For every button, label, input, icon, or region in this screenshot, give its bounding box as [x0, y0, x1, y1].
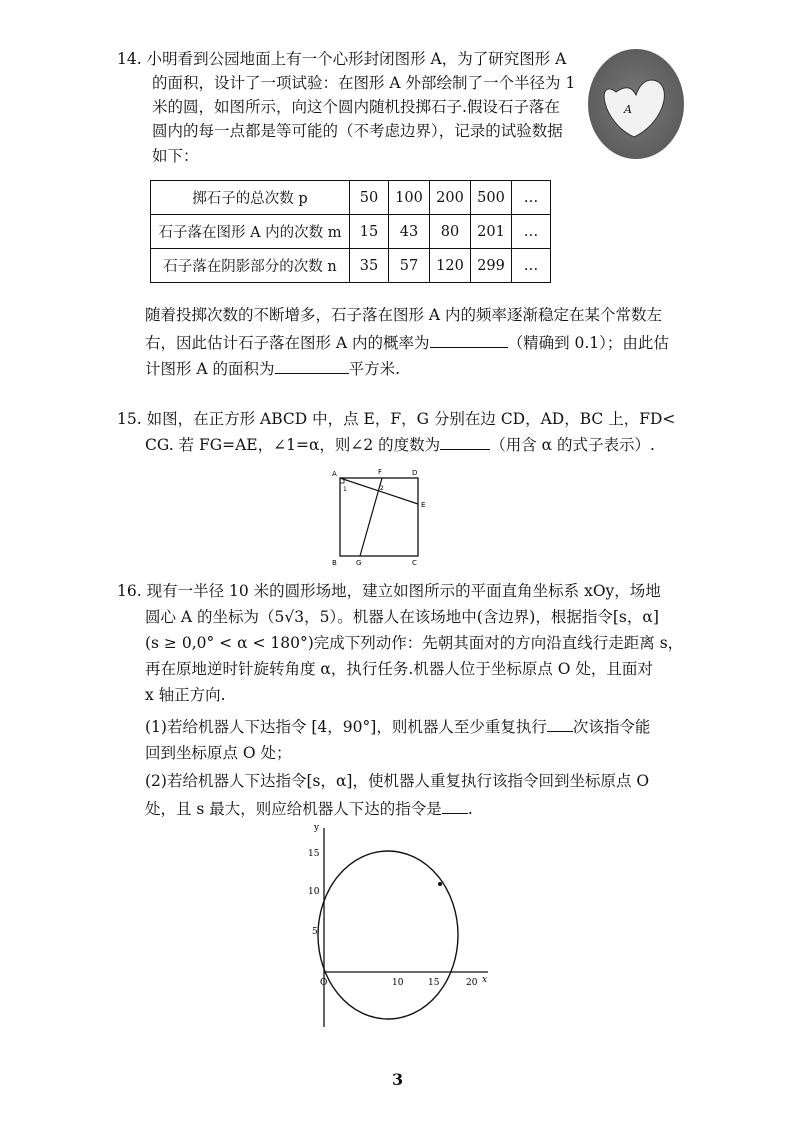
answer-blank[interactable]	[430, 333, 508, 348]
answer-blank[interactable]	[442, 799, 468, 814]
table-cell: 200	[430, 181, 471, 215]
page-number: 3	[392, 1070, 404, 1089]
q14-precision-text: （精确到 0.1）；由此估	[507, 334, 669, 352]
table-row	[151, 215, 551, 249]
table-cell: 43	[389, 215, 430, 249]
vertex-c-label: C	[412, 559, 417, 567]
q14-unit-text: 平方米.	[348, 360, 400, 378]
experiment-table	[150, 180, 551, 283]
q16-part1-text: (1)若给机器人下达指令 [4，90°]，则机器人至少重复执行	[145, 718, 547, 736]
answer-blank[interactable]	[547, 717, 573, 732]
y-tick-15: 15	[308, 849, 320, 859]
y-tick-10: 10	[308, 887, 320, 897]
table-cell: 石子落在阴影部分的次数 n	[151, 249, 350, 283]
table-row	[151, 249, 551, 283]
q15-line-1: 15. 如图，在正方形 ABCD 中，点 E，F，G 分别在边 CD，AD，BC 上，FD<	[117, 410, 676, 428]
x-tick-10: 10	[392, 978, 404, 988]
segment-ae	[340, 478, 418, 504]
heart-circle-figure	[586, 47, 686, 162]
q16-line-4: 再在原地逆时针旋转角度 α，执行任务.机器人位于坐标原点 O 处，且面对	[145, 660, 653, 678]
heart-label: A	[624, 103, 632, 116]
table-cell: 201	[471, 215, 512, 249]
angle-1-label: 1	[343, 486, 347, 493]
coordinate-figure	[300, 822, 500, 1034]
table-cell: 石子落在图形 A 内的次数 m	[151, 215, 350, 249]
table-cell: 掷石子的总次数 p	[151, 181, 350, 215]
table-cell: 57	[389, 249, 430, 283]
table-cell: 15	[350, 215, 389, 249]
q16-line-9	[145, 798, 473, 820]
q16-part2-tail: .	[467, 800, 473, 818]
answer-blank[interactable]	[275, 359, 349, 374]
table-cell: 80	[430, 215, 471, 249]
table-cell: 50	[350, 181, 389, 215]
q15-line-2	[145, 434, 655, 456]
point-g-label: G	[356, 559, 362, 567]
q15-question-text: CG. 若 FG=AE，∠1=α，则∠2 的度数为	[145, 436, 441, 454]
q16-line-3: (s ≥ 0,0° < α < 180°)完成下列动作：先朝其面对的方向沿直线行走距离 s，	[145, 634, 684, 652]
x-axis-label: x	[482, 975, 488, 985]
table-cell: 500	[471, 181, 512, 215]
q14-area-text: 计图形 A 的面积为	[145, 360, 275, 378]
q16-line-1: 16. 现有一半径 10 米的圆形场地，建立如图所示的平面直角坐标系 xOy，场地	[117, 582, 661, 600]
q16-line-5: x 轴正方向.	[145, 686, 226, 704]
vertex-d-label: D	[412, 469, 418, 477]
q16-part2-text: 处，且 s 最大，则应给机器人下达的指令是	[145, 800, 442, 818]
circle-point	[438, 882, 442, 886]
q14-after-line-3	[145, 358, 400, 380]
origin-label: O	[320, 978, 328, 988]
table-row	[151, 181, 551, 215]
q16-line-8: (2)若给机器人下达指令[s，α]，使机器人重复执行该指令回到坐标原点 O	[145, 772, 650, 790]
q14-after-line-1: 随着投掷次数的不断增多，石子落在图形 A 内的频率逐渐稳定在某个常数左	[145, 306, 663, 324]
q16-line-6	[145, 716, 650, 738]
angle-2-label: 2	[380, 485, 384, 492]
x-tick-15: 15	[428, 978, 440, 988]
q14-line-4: 圆内的每一点都是等可能的（不考虑边界），记录的试验数据	[152, 122, 563, 140]
q14-after-line-2	[145, 332, 669, 354]
q14-line-5: 如下：	[152, 147, 199, 165]
table-cell: …	[512, 249, 551, 283]
table-cell: …	[512, 215, 551, 249]
segment-fg	[360, 478, 382, 556]
q14-prob-text: 右，因此估计石子落在图形 A 内的概率为	[145, 334, 430, 352]
q16-line-7: 回到坐标原点 O 处；	[145, 744, 292, 762]
x-tick-20: 20	[466, 978, 478, 988]
q15-hint-text: （用含 α 的式子表示）.	[490, 436, 655, 454]
table-cell: …	[512, 181, 551, 215]
q14-line-3: 米的圆，如图所示，向这个圆内随机投掷石子.假设石子落在	[152, 98, 560, 116]
q16-part1-tail: 次该指令能	[572, 718, 651, 736]
point-e-label: E	[421, 501, 426, 509]
q16-line-2: 圆心 A 的坐标为（5√3，5）。机器人在该场地中(含边界)，根据指令[s，α]	[145, 608, 659, 626]
table-cell: 120	[430, 249, 471, 283]
point-f-label: F	[378, 468, 383, 476]
field-circle	[318, 851, 458, 1019]
y-tick-5: 5	[312, 927, 318, 937]
table-cell: 35	[350, 249, 389, 283]
q14-line-2: 的面积，设计了一项试验：在图形 A 外部绘制了一个半径为 1	[152, 74, 576, 92]
table-cell: 100	[389, 181, 430, 215]
y-axis-label: y	[314, 823, 320, 833]
square-figure	[330, 466, 430, 570]
q14-line-1: 14. 小明看到公园地面上有一个心形封闭图形 A，为了研究图形 A	[117, 50, 567, 68]
answer-blank[interactable]	[440, 435, 490, 450]
vertex-a-label: A	[332, 470, 337, 478]
vertex-b-label: B	[332, 559, 337, 567]
table-cell: 299	[471, 249, 512, 283]
